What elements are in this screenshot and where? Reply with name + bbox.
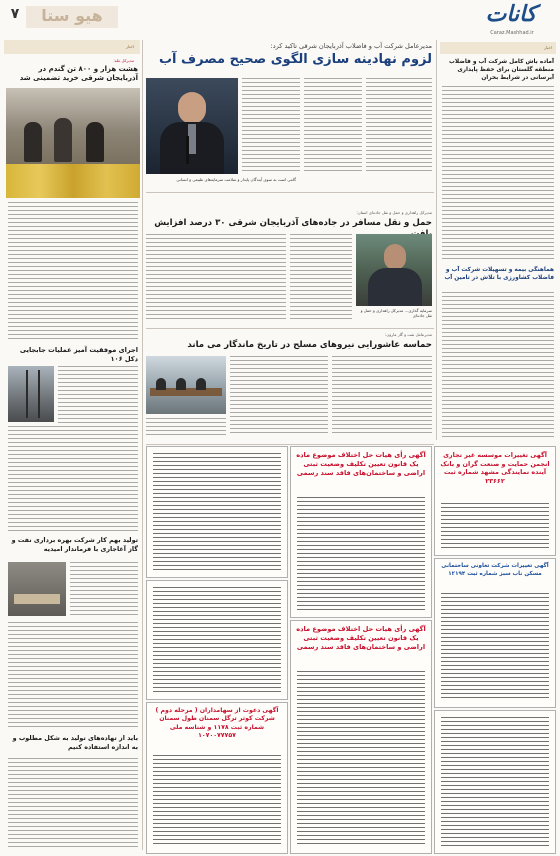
person-silhouette [86, 122, 104, 162]
ad-title-5: آگهی دعوت از سهامداران ( مرحله دوم ) شرکت کوثر ترگل سمنان طول سمنان شماره ثبت ۱۱۷۸ و شناسه ملی ۱۰۷۰۰۷۷۷۵۷ [155, 707, 279, 740]
person-silhouette [176, 378, 186, 390]
ashura-story [146, 332, 434, 442]
page-number: ۷ [10, 6, 20, 22]
left-headline-1: هشت هزار و ۸۰۰ تن گندم در آذربایجان شرقی خرید تضمینی شد [19, 65, 138, 82]
right-headline-1: آماده باش کامل شرکت آب و فاضلاب منطقه گلستان برای حفظ پایداری آبرسانی در شرایط بحران [449, 59, 554, 81]
road-caption: سرمایه گذاری... مدیرکل راهداری و حمل و نقل جاده‌ای [360, 308, 432, 318]
ashura-headline: حماسه عاشورایی نیروهای مسلح در تاریخ ماندگار می ماند [187, 340, 432, 350]
ad-box-7 [146, 580, 288, 700]
ad-box-2 [434, 558, 556, 708]
main-portrait-photo [146, 78, 238, 174]
road-headline: حمل و نقل مسافر در جاده‌های آذربایجان شرقی ۳۰ درصد افزایش [154, 218, 432, 228]
right-ad-label: اخبار [544, 45, 552, 50]
left-column [4, 40, 140, 852]
ad-box-5 [290, 620, 432, 854]
road-kicker: مدیرکل راهداری و حمل و نقل جاده‌ای استان: [356, 210, 432, 215]
rig-tower-icon [26, 370, 40, 418]
conference-photo [146, 356, 226, 414]
left-ad-label: اخبار [126, 44, 134, 49]
main-story [146, 40, 434, 190]
left-headline-3: تولید بهم کار شرکت بهره برداری نفت و گاز آغاجاری با فرماندار امیدیه [11, 536, 138, 553]
ad-box-6 [146, 446, 288, 578]
grain-photo [6, 88, 140, 198]
ad-title-1: آگهی تغییرات موسسه غیر تجاری انجمن حمایت و صنعت گران و بانک آینده نمایندگی مشهد شماره ثبت ۲۳۶۶۲ [440, 451, 550, 485]
right-column [440, 40, 556, 440]
masthead [0, 0, 560, 44]
ashura-kicker: مدیرعامل نفت و گاز مارون: [385, 332, 432, 337]
main-caption: گامی است به سوی آیندگان پایدار و سلامت سرمایه‌های طبیعی و انسانی [176, 177, 296, 182]
ad-title-3: آگهی رأی هیات حل اختلاف موضوع ماده یک قانون تعیین تکلیف وضعیت ثبتی اراضی و ساختمان‌های فاقد سند رسمی [296, 451, 426, 477]
portrait-body [368, 268, 422, 306]
ad-title-4: آگهی رأی هیات حل اختلاف موضوع ماده یک قانون تعیین تکلیف وضعیت ثبتی اراضی و ساختمان‌های فاقد سند رسمی [296, 625, 426, 651]
main-headline: لزوم نهادینه سازی الگوی صحیح مصرف آب [158, 52, 432, 67]
portrait-head [178, 92, 206, 124]
ad-box-4 [290, 446, 432, 618]
right-headline-2: هماهنگی بیمه و تسهیلات شرکت آب و فاضلاب کشاورزی با تلاش در تامین آب [444, 267, 554, 281]
road-story [146, 196, 434, 326]
person-silhouette [54, 118, 72, 162]
microphone-icon [186, 136, 189, 164]
portrait-tie [188, 124, 196, 154]
ad-box-1 [434, 446, 556, 556]
left-headline-2: اجرای موفقیت آمیز عملیات جابجایی دکل ۱۰۶ [19, 346, 138, 363]
ad-box-8 [146, 702, 288, 854]
person-silhouette [196, 378, 206, 390]
ad-title-2: آگهی تغییرات شرکت تعاونی ساختمانی مسکن ناب سبز شماره ثبت ۱۲۱۹۴ [441, 563, 549, 577]
person-silhouette [24, 122, 42, 162]
grain-sacks [6, 164, 140, 198]
road-portrait-photo [356, 234, 432, 306]
left-headline-4: باید از تهاده‌های تولید به شکل مطلوب و به اندازه استفاده کنیم [12, 734, 138, 751]
table-shape [14, 594, 60, 604]
left-kicker-1: مدیرکل غله: [113, 58, 134, 63]
left-logo: هیو ستا [26, 6, 118, 28]
person-silhouette [156, 378, 166, 390]
meeting-photo-left [8, 562, 66, 616]
logo-subtitle: Caraz.Mashhad.ir [490, 30, 534, 36]
portrait-head [384, 244, 406, 270]
logo: کانات [485, 2, 537, 27]
ad-box-3 [434, 710, 556, 854]
rig-photo [8, 366, 54, 422]
main-kicker: مدیرعامل شرکت آب و فاضلاب آذربایجان شرقی تاکید کرد: [270, 42, 432, 50]
